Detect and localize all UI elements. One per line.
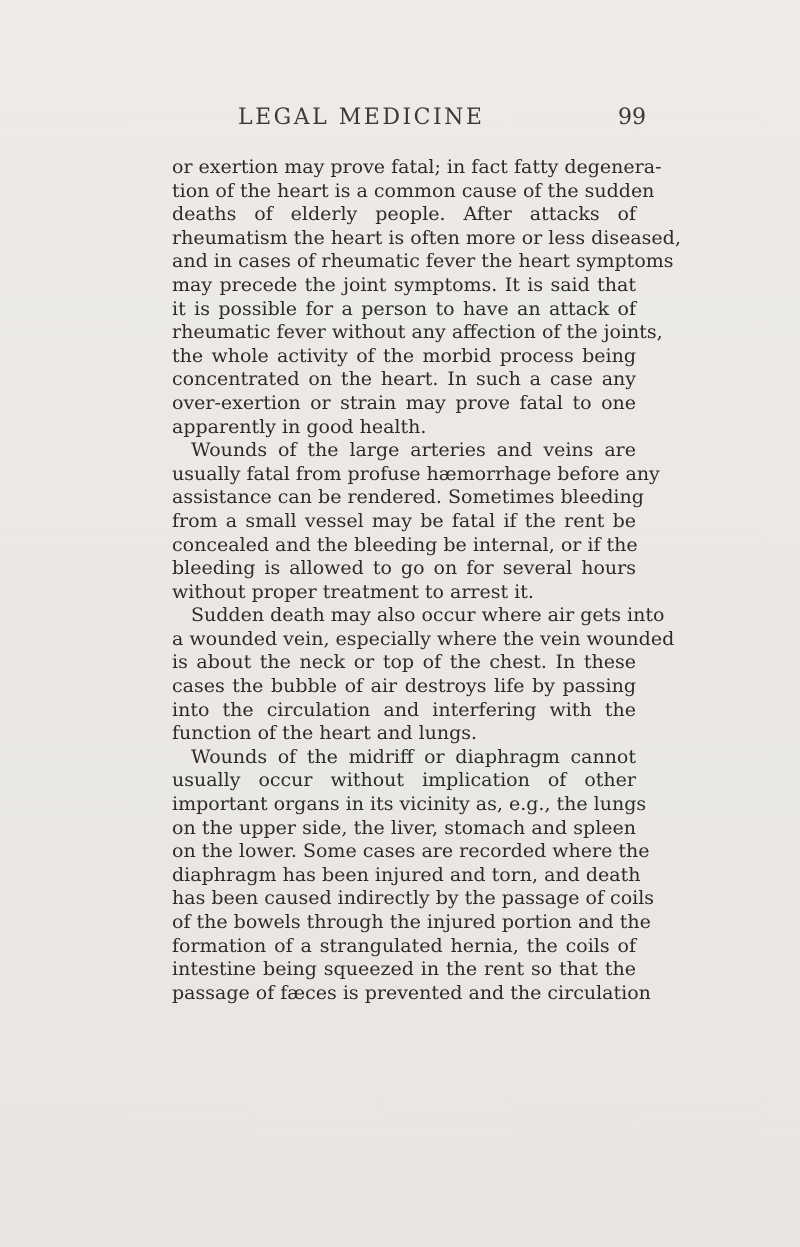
text-line: Sudden death may also occur where air gets into <box>191 604 665 627</box>
text-line: Wounds of the large arteries and veins are <box>191 439 636 462</box>
text-line: function of the heart and lungs. <box>172 722 478 745</box>
body-text <box>172 156 681 1005</box>
text-line: Wounds of the midriff or diaphragm cannot <box>191 745 636 768</box>
text-line: bleeding is allowed to go on for several hours <box>172 557 636 580</box>
text-line: may precede the joint symptoms. It is said that <box>172 273 636 296</box>
text-line: concentrated on the heart. In such a case any <box>172 368 636 391</box>
text-line: has been caused indirectly by the passage of coils <box>172 887 655 910</box>
text-line: from a small vessel may be fatal if the rent be <box>172 509 636 532</box>
text-line: and in cases of rheumatic fever the heart symptoms <box>172 250 674 273</box>
text-line: assistance can be rendered. Sometimes bleeding <box>172 486 644 509</box>
text-line: usually occur without implication of other <box>172 769 636 792</box>
text-line: rheumatism the heart is often more or less diseased, <box>172 226 681 249</box>
text-line: without proper treatment to arrest it. <box>172 580 534 603</box>
text-line: intestine being squeezed in the rent so that the <box>172 958 636 981</box>
text-line: or exertion may prove fatal; in fact fatty degenera- <box>172 156 662 178</box>
text-line: formation of a strangulated hernia, the coils of <box>172 934 636 957</box>
text-line: is about the neck or top of the chest. In these <box>172 651 636 674</box>
text-line: into the circulation and interfering with the <box>172 698 636 721</box>
text-line: of the bowels through the injured portion and the <box>172 911 651 933</box>
text-line: on the lower. Some cases are recorded where the <box>172 840 650 863</box>
text-line: tion of the heart is a common cause of the sudden <box>172 179 655 202</box>
text-line: a wounded vein, especially where the vein wounded <box>172 627 675 650</box>
text-line: rheumatic fever without any affection of the joints, <box>172 321 663 344</box>
text-line: cases the bubble of air destroys life by passing <box>172 675 636 698</box>
text-line: important organs in its vicinity as, e.g., the lungs <box>172 793 647 816</box>
text-line: deaths of elderly people. After attacks of <box>172 203 636 226</box>
text-line: usually fatal from profuse hæmorrhage before any <box>172 462 660 485</box>
page-number: 99 <box>618 105 646 130</box>
text-line: it is possible for a person to have an attack of <box>172 297 636 320</box>
text-line: the whole activity of the morbid process being <box>172 344 636 367</box>
running-head <box>0 105 800 135</box>
text-line: apparently in good health. <box>172 415 427 438</box>
text-line: on the upper side, the liver, stomach and spleen <box>172 816 636 839</box>
text-line: passage of fæces is prevented and the circulation <box>172 981 651 1004</box>
text-line: diaphragm has been injured and torn, and death <box>172 863 641 886</box>
running-title: LEGAL MEDICINE <box>238 105 485 130</box>
text-line: concealed and the bleeding be internal, or if the <box>172 533 638 556</box>
text-line: over-exertion or strain may prove fatal to one <box>172 391 636 414</box>
